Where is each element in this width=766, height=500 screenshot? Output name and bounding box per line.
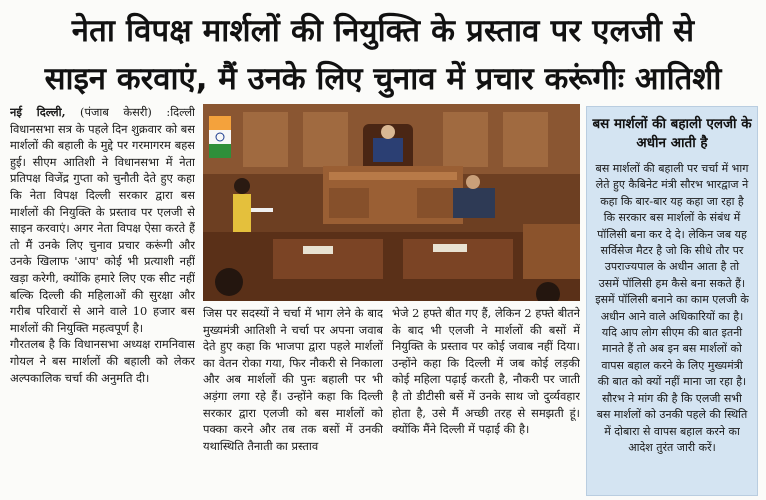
article-text-1: दिल्ली विधानसभा सत्र के पहले दिन शुक्रवार को बस मार्शलों की बहाली के मुद्दे पर गरमागरम बहस हुई। सीएम आतिशी ने विधानसभा में नेता प्रतिपक्ष विजेंद्र गुप्ता को चुनौती देते हुए कहा कि नेता विपक्ष दिल्ली सरकार द्वारा बस मार्शलों की नियुक्ति के प्रस्ताव पर एलजी से साइन करवाएं। अगर नेता विपक्ष ऐसा करते हैं तो मैं उनके लिए चुनाव प्रचार करूंगी और उनके खिलाफ 'आप' कोई भी प्रत्याशी नहीं खड़ा करेगी, क्योंकि हमारे लिए एक सीट नहीं बल्कि दिल्ली की महिलाओं की सुरक्षा और गरीब परिवारों से आने वाले 10 हजार बस मार्शलों की नियुक्ति महत्वपूर्ण है। [10,105,195,335]
article-paragraph-1 [10,104,195,336]
sidebar-body: बस मार्शलों की बहाली पर चर्चा में भाग लेते हुए कैबिनेट मंत्री सौरभ भारद्वाज ने कहा कि बार-बार यह कहा जा रहा है कि सरकार बस मार्शलों के संबंध में पॉलिसी बना कर दे दे। लेकिन जब यह सर्विसेज मैटर है जो कि सीधे तौर पर उपराज्यपाल के अधीन आता है तो उसमें पॉलिसी हम कैसे बना सकते हैं। इसमें पॉलिसी बनाने का काम एलजी के अधीन आने वाले अधिकारियों का है। यदि आप लोग सीएम की बात इतनी मानते हैं तो अब इन बस मार्शलों को वापस बहाल करने के लिए मुख्यमंत्री की बात को क्यों नहीं माना जा रहा है। सौरभ ने मांग की है कि एलजी सभी बस मार्शलों को उनकी पहले की स्थिति में दोबारा से वापस बहाल करने का आदेश तुरंत जारी करें। [595,162,749,454]
headline-line-1: नेता विपक्ष मार्शलों की नियुक्ति के प्रस्ताव पर एलजी से [71,13,695,49]
news-source: (पंजाब केसरी) : [65,105,171,119]
assembly-photo [203,104,580,301]
headline-line-2: साइन करवाएं, मैं उनके लिए चुनाव में प्रचार करूंगीः आतिशी [44,61,722,97]
headline [0,0,766,104]
article-column-3: भेजे 2 हफ्ते बीत गए हैं, लेकिन 2 हफ्ते बीतने के बाद भी एलजी ने मार्शलों की बसों में नियुक्ति के प्रस्ताव पर कोई जवाब नहीं दिया। उन्होंने कहा कि दिल्ली में जब कोई लड़की कोई महिला पढ़ाई करती है, नौकरी पर जाती है तो डीटीसी बसें में उनके साथ जो दुर्व्यवहार होता है, उसे मैं अच्छी तरह से समझती हूं। क्योंकि मैंने दिल्ली में पढ़ाई की है। [392,306,580,437]
article-paragraph-2: गौरतलब है कि विधानसभा अध्यक्ष रामनिवास गोयल ने बस मार्शलों की बहाली को लेकर अल्पकालिक चर्चा की अनुमति दी। [10,337,195,385]
dateline: नई दिल्ली, [10,105,66,119]
article-column-1 [10,104,195,496]
sidebar-title: बस मार्शलों की बहाली एलजी के अधीन आती है [592,116,752,151]
article-column-2: जिस पर सदस्यों ने चर्चा में भाग लेने के बाद मुख्यमंत्री आतिशी ने चर्चा पर अपना जवाब देते हुए कहा कि भाजपा द्वारा पहले मार्शलों का वेतन रोका गया, फिर नौकरी से निकाला और अब मार्शलों की पुनः बहाली पर भी अड़ंगा लगा रहे हैं। उन्होंने कहा कि दिल्ली सरकार द्वारा एलजी को बस मार्शलों को पक्का करने और तब तक बसों में उनकी यथास्थिति तैनाती का प्रस्ताव [203,306,383,453]
sidebar-box [586,106,758,496]
